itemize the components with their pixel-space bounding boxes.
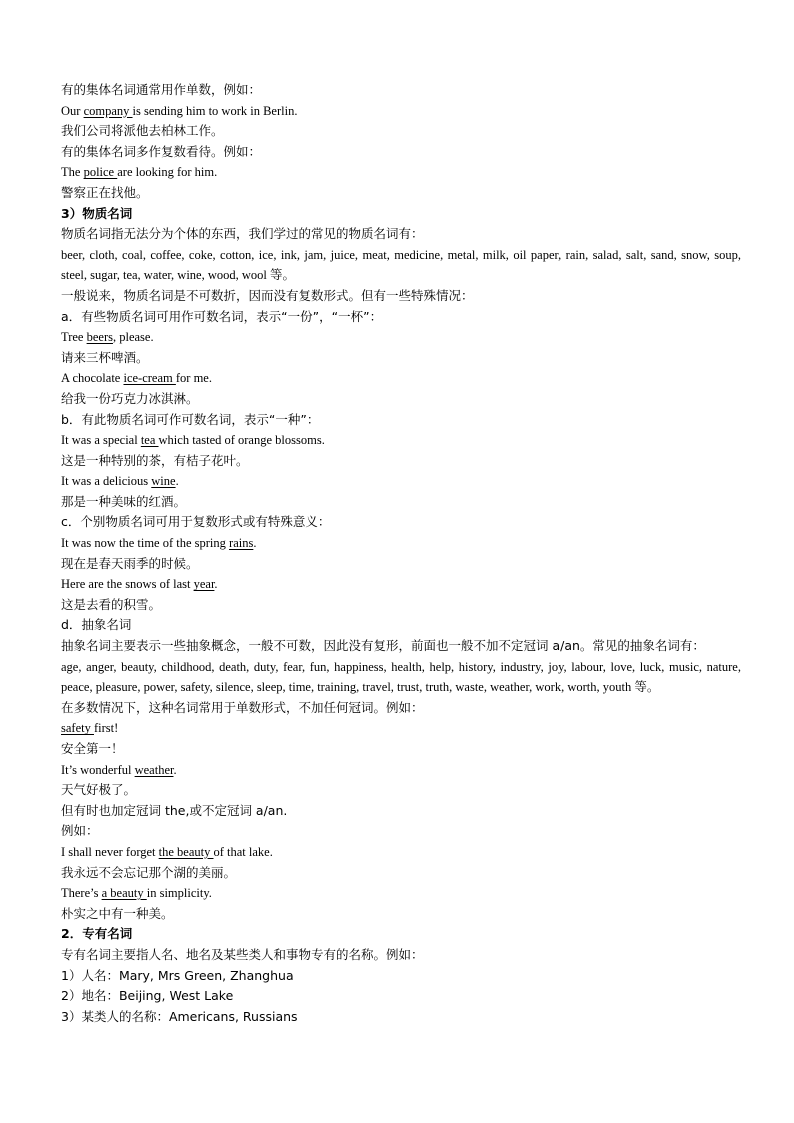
underlined-word: beers: [86, 330, 113, 345]
example-sentence: [61, 533, 741, 554]
example-sentence: [61, 760, 741, 781]
text-fragment: Here are the snows of last: [61, 577, 194, 592]
underlined-word: ice-cream: [123, 371, 176, 386]
text-line: 在多数情况下，这种名词常用于单数形式，不加任何冠词。例如：: [61, 699, 424, 715]
text-fragment: first!: [93, 721, 119, 736]
underlined-word: a beauty: [101, 886, 147, 901]
underlined-word: tea: [140, 433, 159, 448]
text-fragment: for me.: [175, 371, 212, 386]
text-line: 朴实之中有一种美。: [61, 905, 174, 921]
example-sentence: [61, 718, 741, 739]
underlined-word: company: [83, 103, 133, 118]
text-fragment: , please.: [112, 330, 154, 345]
text-fragment: .: [175, 474, 179, 489]
text-line: b．有此物质名词可作可数名词，表示“一种”：: [61, 411, 320, 427]
example-sentence: [61, 430, 741, 451]
text-fragment: There’s: [61, 886, 102, 901]
text-fragment: in simplicity.: [146, 886, 212, 901]
text-line: 1）人名：Mary, Mrs Green, Zhanghua: [61, 967, 294, 983]
text-fragment: Tree: [61, 330, 87, 345]
text-line: 请来三杯啤酒。: [61, 349, 149, 365]
text-line: 专有名词主要指人名、地名及某些类人和事物专有的名称。例如：: [61, 946, 424, 962]
text-line: 3）某类人的名称：Americans, Russians: [61, 1008, 298, 1024]
document-page: [61, 80, 741, 1027]
text-fragment: .: [173, 762, 177, 777]
text-fragment: A chocolate: [61, 371, 124, 386]
text-line: 物质名词指无法分为个体的东西，我们学过的常见的物质名词有：: [61, 226, 424, 242]
example-sentence: age, anger, beauty, childhood, death, duty, fear, fun, happiness, health, help, history, industry, joy, labour, love, luck, music, nature, peace, pleasure, power, safety, silence, sleep, time, training, travel, trust, truth, waste, weather, work, worth, youth 等。: [61, 659, 741, 695]
example-sentence: [61, 574, 741, 595]
example-sentence: [61, 368, 741, 389]
section-heading: 3）物质名词: [61, 205, 133, 221]
underlined-word: rains: [229, 536, 254, 551]
section-heading: 2．专有名词: [61, 926, 133, 942]
text-fragment: .: [214, 577, 218, 592]
text-line: a．有些物质名词可用作可数名词，表示“一份”，“一杯”：: [61, 308, 383, 324]
example-sentence: [61, 327, 741, 348]
text-line: 天气好极了。: [61, 782, 137, 798]
text-line: 我永远不会忘记那个湖的美丽。: [61, 864, 237, 880]
text-line: d．抽象名词: [61, 617, 132, 633]
text-line: c．个别物质名词可用于复数形式或有特殊意义：: [61, 514, 331, 530]
text-line: 2）地名：Beijing, West Lake: [61, 988, 234, 1004]
example-sentence: [61, 842, 741, 863]
text-fragment: of that lake.: [213, 844, 273, 859]
text-fragment: are looking for him.: [117, 165, 218, 180]
text-fragment: .: [253, 536, 257, 551]
underlined-word: safety: [61, 721, 94, 736]
underlined-word: police: [83, 165, 118, 180]
text-fragment: It was a delicious: [61, 474, 152, 489]
underlined-word: weather: [134, 762, 174, 777]
example-sentence: beer, cloth, coal, coffee, coke, cotton, ice, ink, jam, juice, meat, medicine, metal, milk, oil paper, rain, salad, salt, sand, snow, soup, steel, sugar, tea, water, wine, wood, wool 等。: [61, 247, 741, 283]
text-fragment: It’s wonderful: [61, 762, 135, 777]
text-line: 例如：: [61, 823, 99, 839]
underlined-word: year: [193, 577, 215, 592]
example-sentence: [61, 162, 741, 183]
text-line: 现在是春天雨季的时候。: [61, 555, 199, 571]
text-line: 安全第一！: [61, 741, 124, 756]
underlined-word: wine: [151, 474, 176, 489]
text-line: 警察正在找他。: [61, 184, 149, 200]
text-line: 这是一种特别的茶，有桔子花叶。: [61, 452, 249, 468]
text-line: 这是去看的积雪。: [61, 596, 162, 612]
underlined-word: the beauty: [158, 844, 214, 859]
text-fragment: is sending him to work in Berlin.: [132, 103, 298, 118]
text-line: 有的集体名词多作复数看待。例如：: [61, 143, 262, 159]
text-fragment: which tasted of orange blossoms.: [158, 433, 325, 448]
text-fragment: It was now the time of the spring: [61, 536, 230, 551]
text-fragment: The: [61, 165, 84, 180]
text-line: 我们公司将派他去柏林工作。: [61, 123, 224, 139]
text-line: 抽象名词主要表示一些抽象概念，一般不可数，因此没有复形，前面也一般不加不定冠词 a/an。常见的抽象名词有：: [61, 638, 705, 654]
text-fragment: I shall never forget: [61, 844, 159, 859]
text-line: 给我一份巧克力冰淇淋。: [61, 390, 199, 406]
example-sentence: [61, 883, 741, 904]
example-sentence: [61, 101, 741, 122]
text-line: 一般说来，物质名词是不可数折，因而没有复数形式。但有一些特殊情况：: [61, 287, 474, 303]
example-sentence: [61, 471, 741, 492]
text-fragment: Our: [61, 103, 84, 118]
text-line: 有的集体名词通常用作单数，例如：: [61, 82, 262, 97]
text-line: 那是一种美味的红酒。: [61, 493, 187, 509]
text-line: 但有时也加定冠词 the,或不定冠词 a/an.: [61, 802, 288, 818]
text-fragment: It was a special: [61, 433, 141, 448]
